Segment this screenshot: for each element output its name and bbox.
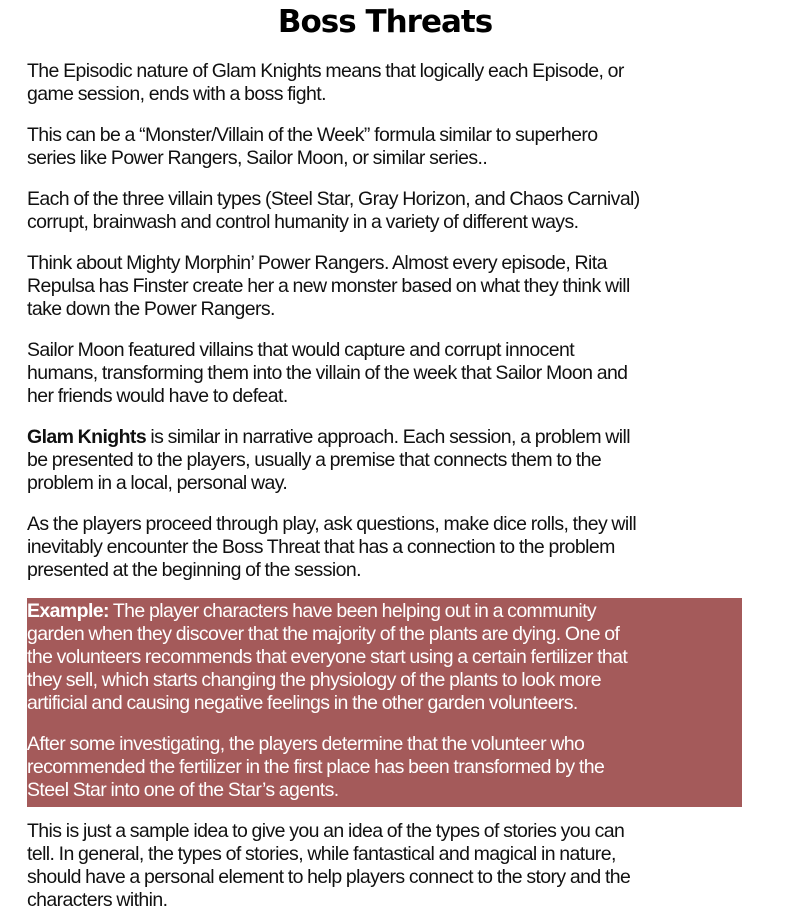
text-line: Repulsa has Finster create her a new monster based on what they think will (27, 275, 630, 297)
text-line: game session, ends with a boss fight. (27, 83, 326, 105)
text-line: garden when they discover that the majority of the plants are dying. One of (27, 623, 620, 645)
text-run: The player characters have been helping out in a community (108, 600, 597, 622)
text-line: After some investigating, the players determine that the volunteer who (27, 733, 585, 755)
text-line: tell. In general, the types of stories, while fantastical and magical in nature, (27, 843, 616, 865)
text-line: should have a personal element to help players connect to the story and the (27, 866, 631, 888)
paragraph-monster-of-week (27, 124, 757, 170)
text-run: is similar in narrative approach. Each session, a problem will (146, 426, 630, 448)
text-line: take down the Power Rangers. (27, 298, 275, 320)
text-line (27, 600, 757, 623)
example-callout-box (27, 598, 742, 807)
text-line: artificial and causing negative feelings in the other garden volunteers. (27, 692, 578, 714)
paragraph-intro (27, 60, 757, 106)
text-line: Each of the three villain types (Steel Star, Gray Horizon, and Chaos Carnival) (27, 188, 640, 210)
text-line: her friends would have to defeat. (27, 385, 288, 407)
text-line: corrupt, brainwash and control humanity in a variety of different ways. (27, 211, 579, 233)
paragraph-sailor-moon (27, 339, 757, 408)
example-paragraph (27, 600, 757, 715)
paragraph-power-rangers (27, 252, 757, 321)
text-line: This is just a sample idea to give you an idea of the types of stories you can (27, 820, 625, 842)
text-line: presented at the beginning of the session. (27, 559, 361, 581)
paragraph-villain-types (27, 188, 757, 234)
text-line: be presented to the players, usually a premise that connects them to the (27, 449, 602, 471)
example-label: Example: (27, 600, 109, 622)
paragraph-closing (27, 820, 757, 912)
text-line: humans, transforming them into the villain of the week that Sailor Moon and (27, 362, 628, 384)
text-line: Steel Star into one of the Star’s agents. (27, 779, 339, 801)
paragraph-players-proceed (27, 513, 757, 582)
text-line: inevitably encounter the Boss Threat that has a connection to the problem (27, 536, 615, 558)
text-line: Think about Mighty Morphin’ Power Rangers. Almost every episode, Rita (27, 252, 607, 274)
text-line: they sell, which starts changing the physiology of the plants to look more (27, 669, 601, 691)
page-title: Boss Threats (277, 4, 493, 40)
paragraph-glam-knights (27, 426, 757, 495)
text-line: problem in a local, personal way. (27, 472, 288, 494)
text-line: the volunteers recommends that everyone start using a certain fertilizer that (27, 646, 628, 668)
text-line: This can be a “Monster/Villain of the Week” formula similar to superhero (27, 124, 598, 146)
text-line: recommended the fertilizer in the first place has been transformed by the (27, 756, 605, 778)
text-line: As the players proceed through play, ask questions, make dice rolls, they will (27, 513, 637, 535)
text-line: series like Power Rangers, Sailor Moon, or similar series.. (27, 147, 488, 169)
text-line (27, 426, 757, 449)
text-line: The Episodic nature of Glam Knights means that logically each Episode, or (27, 60, 624, 82)
text-line: characters within. (27, 889, 168, 911)
example-followup-paragraph (27, 733, 757, 802)
bold-lead: Glam Knights (27, 426, 147, 448)
text-line: Sailor Moon featured villains that would capture and corrupt innocent (27, 339, 575, 361)
